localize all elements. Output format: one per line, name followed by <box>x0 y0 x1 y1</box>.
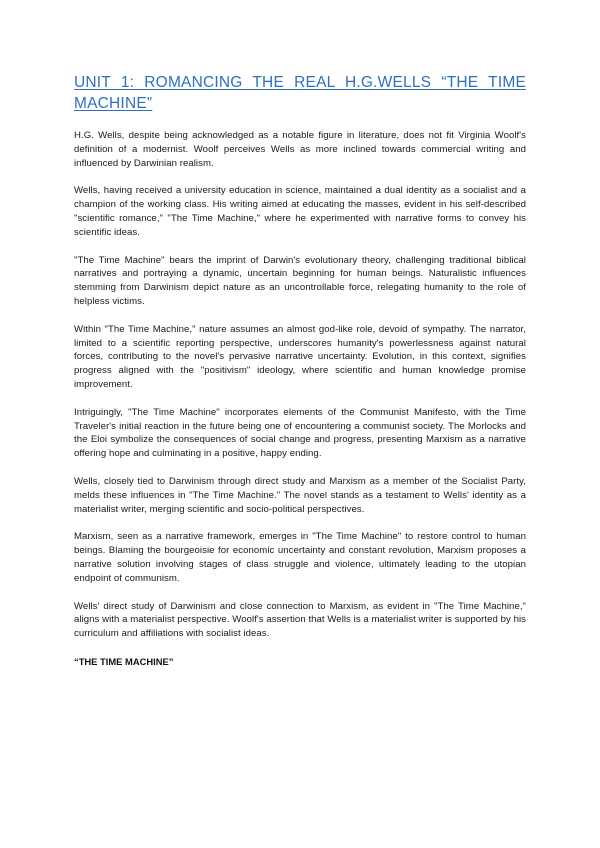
paragraph-materialist: Wells, closely tied to Darwinism through direct study and Marxism as a member of the Socialist Party, melds these influences in "The Time Machine." The novel stands as a testament to Wells' identity as a materialist writer, merging scientific and socio-political perspectives. <box>74 475 526 515</box>
document-body <box>74 72 526 668</box>
section-subheading: “THE TIME MACHINE” <box>74 655 174 667</box>
paragraph-marxism: Marxism, seen as a narrative framework, emerges in "The Time Machine" to restore control to human beings. Blaming the bourgeoisie for economic uncertainty and constant revolution, Marxism proposes a narrative solution involving stages of class struggle and violence, ultimately leading to the utopian endpoint of communism. <box>74 531 526 584</box>
paragraph-conclusion: Wells' direct study of Darwinism and close connection to Marxism, as evident in "The Time Machine," aligns with a materialist perspective. Woolf's assertion that Wells is a materialist writer is supported by his curriculum and affiliations with socialist ideas. <box>74 600 526 640</box>
paragraph-communist-manifesto: Intriguingly, "The Time Machine" incorporates elements of the Communist Manifesto, with the Time Traveler's initial reaction in the future being one of encountering a communist society. The Morlocks and the Eloi symbolize the consequences of social change and progress, presenting Marxism as a narrative offering hope and culminating in a positive, happy ending. <box>74 406 526 460</box>
paragraph-intro: H.G. Wells, despite being acknowledged as a notable figure in literature, does not fit Virginia Woolf's definition of a modernist. Woolf perceives Wells as more inclined towards commercial writing and influenced by Darwinian realism. <box>74 130 526 169</box>
paragraph-education: Wells, having received a university education in science, maintained a dual identity as a socialist and a champion of the working class. His writing aimed at educating the masses, evident in his self-described "scientific romance," "The Time Machine," where he experimented with narrative forms to convey his scientific ideas. <box>74 185 526 238</box>
paragraph-nature: Within "The Time Machine," nature assumes an almost god-like role, devoid of sympathy. The narrator, limited to a scientific reporting perspective, underscores humanity's powerlessness against natural forces, contributing to the novel's pervasive narrative uncertainty. Evolution, in this context, signifies progress aligned with the "positivism" ideology, where scientific and human knowledge promise improvement. <box>74 323 526 390</box>
paragraph-darwin: "The Time Machine" bears the imprint of Darwin's evolutionary theory, challenging traditional biblical narratives and portraying a dynamic, uncertain beginning for human beings. Naturalistic influences stemming from Darwinism depict nature as an uncontrollable force, relegating humanity to the role of helpless victims. <box>74 254 526 307</box>
unit-title: UNIT 1: ROMANCING THE REAL H.G.WELLS “THE TIME MACHINE” <box>74 74 526 112</box>
